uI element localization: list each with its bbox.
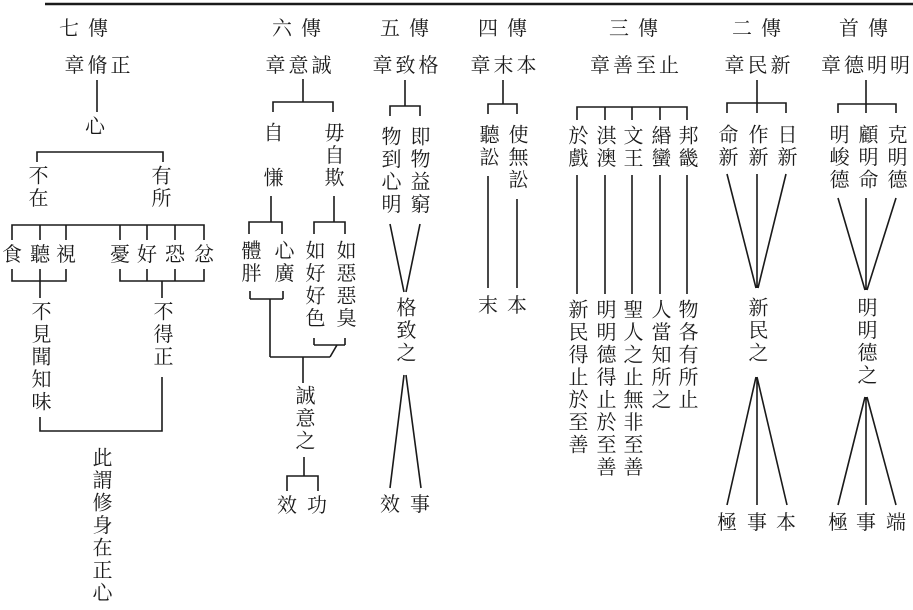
chuan-1-title: 章德明明: [821, 53, 913, 77]
col3-result: 新民得止於至善: [565, 299, 589, 457]
col2-branch: 作新: [745, 124, 769, 169]
col5-branch-right: 即物益窮: [407, 126, 431, 216]
col3-result: 聖人之止無非至善: [620, 299, 644, 479]
col3-result: 人當知所之: [648, 299, 672, 412]
chuan-2-title: 章民新: [724, 53, 794, 77]
col7-leaf: 忿: [194, 242, 214, 266]
chuan-3-title: 章善至止: [590, 53, 682, 77]
chuan-6-title: 章意誠: [265, 53, 335, 77]
col2-outcome: 本: [776, 510, 796, 534]
col7-result-right: 不得正: [150, 301, 174, 369]
col6-outcome: 功: [307, 493, 327, 517]
col3-branch: 邦畿: [675, 125, 699, 170]
chuan-5-title: 章致格: [372, 53, 442, 77]
col6-left-pair-node: 體胖: [238, 240, 262, 285]
chuan-4-header: 四傳: [478, 16, 536, 40]
col1-branch: 克明德: [884, 124, 908, 192]
col2-branch: 命新: [715, 124, 739, 169]
col3-branch: 於戲: [565, 125, 589, 170]
col3-branch: 文王: [620, 125, 644, 170]
chuan-7-header: 七傳: [59, 16, 117, 40]
col7-result-left: 不見聞知味: [28, 301, 52, 414]
chuan-2-header: 二傳: [732, 16, 790, 40]
col7-leaf: 好: [137, 242, 157, 266]
col7-leaf: 恐: [165, 242, 185, 266]
chuan-5-header: 五傳: [380, 16, 438, 40]
col1-branch: 明峻德: [826, 124, 850, 192]
col4-outcome: 本: [507, 293, 527, 317]
chuan-6-header: 六傳: [272, 16, 330, 40]
col2-result: 新民之: [745, 297, 769, 365]
col7-leaf: 食: [2, 242, 22, 266]
col1-outcome: 極: [828, 510, 848, 534]
col7-branch-right: 有所: [148, 165, 172, 210]
col7-root-node: 心: [85, 114, 105, 138]
col1-branch: 顧明命: [855, 124, 879, 192]
col4-outcome: 末: [478, 293, 498, 317]
col6-left-pair-node: 心廣: [271, 240, 295, 285]
col4-branch-left: 聽訟: [476, 124, 500, 169]
col7-leaf: 憂: [110, 242, 130, 266]
col1-result: 明明德之: [854, 297, 878, 387]
chuan-1-header: 首傳: [839, 16, 897, 40]
col2-branch: 日新: [774, 124, 798, 169]
col3-branch: 緡蠻: [648, 125, 672, 170]
col6-branch-left: 自 慊: [260, 122, 284, 190]
col6-outcome: 效: [277, 493, 297, 517]
col7-conclusion: 此謂修身在正心: [89, 447, 113, 605]
col5-result: 格致之: [393, 297, 417, 365]
col7-branch-left: 不在: [25, 165, 49, 210]
chuan-3-header: 三傳: [609, 16, 667, 40]
col2-outcome: 極: [717, 510, 737, 534]
col5-outcome: 事: [410, 492, 430, 516]
col5-outcome: 效: [380, 492, 400, 516]
col3-result: 明明德得止於至善: [593, 299, 617, 479]
col6-right-pair-node: 如惡惡臭: [333, 240, 357, 330]
col1-outcome: 端: [886, 510, 906, 534]
col5-branch-left: 物到心明: [378, 126, 402, 216]
col7-leaf: 聽: [30, 242, 50, 266]
col2-outcome: 事: [747, 510, 767, 534]
col6-branch-right: 毋自欺: [321, 122, 345, 190]
col6-right-pair-node: 如好好色: [302, 240, 326, 330]
chuan-4-title: 章末本: [470, 53, 540, 77]
col3-branch: 淇澳: [593, 125, 617, 170]
col6-result: 誠意之: [292, 385, 316, 453]
col3-result: 物各有所止: [675, 299, 699, 412]
col1-outcome: 事: [856, 510, 876, 534]
chuan-7-title: 章脩正: [64, 53, 134, 77]
col7-leaf: 視: [56, 242, 76, 266]
col4-branch-right: 使無訟: [505, 124, 529, 192]
